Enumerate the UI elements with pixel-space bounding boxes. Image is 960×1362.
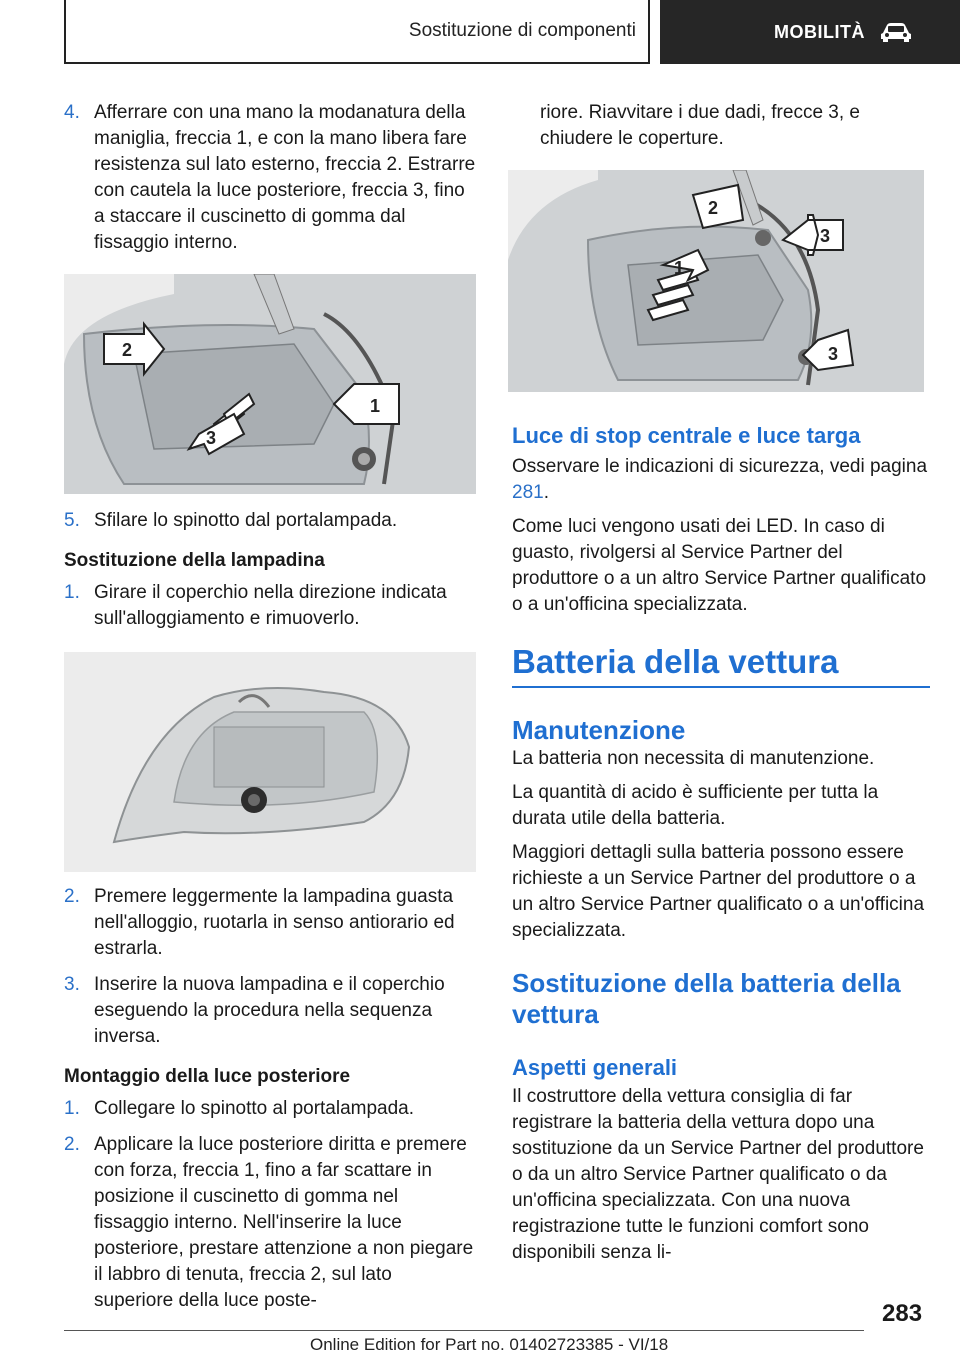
mount-step-2: [64, 1132, 476, 1314]
heading-battery: Batteria della vettura: [512, 643, 839, 680]
step-text: Applicare la luce posteriore diritta e premere con forza, freccia 1, fino a far scattare in posizione il cuscinetto di gomma nel fissaggio interno. Nell'inserire la luce posteriore, prestare attenzione a non piegare il labbro di tenuta, freccia 2, sul lato superiore della luce poste-: [94, 1134, 474, 1311]
bulb-step-1: [64, 580, 476, 632]
header-section-title: Sostituzione di componenti: [408, 20, 636, 41]
maintenance-paragraph-3: Maggiori dettagli sulla batteria possono essere richieste a un Service Partner del produttore o a un altro Service Partner qualificato o a un'officina specializzata.: [512, 842, 925, 941]
bulb-step-2: [64, 884, 476, 962]
heading-battery-replacement: Sostituzione della batteria della vettura: [512, 968, 901, 1029]
step-number: 2.: [64, 886, 80, 907]
step-4: [64, 100, 476, 256]
step-text: Sfilare lo spinotto dal portalampada.: [94, 510, 398, 531]
step-text: Premere leggermente la lampadina guasta nell'alloggio, ruotarla in senso antiorario ed estrarla.: [94, 886, 455, 959]
step-text: Inserire la nuova lampadina e il coperchio eseguendo la procedura nella sequenza inversa.: [94, 974, 445, 1047]
mount-step-1: [64, 1096, 476, 1122]
step-number: 3.: [64, 974, 80, 995]
continued-text: riore. Riavvitare i due dadi, frecce 3, e chiudere le coperture.: [540, 102, 860, 149]
lamp-housing-illustration: [64, 652, 476, 872]
taillight-illustration: [64, 274, 476, 494]
header-chapter-title: MOBILITÀ: [774, 21, 865, 42]
step-text: Afferrare con una mano la modanatura della maniglia, freccia 1, e con la mano libera fare resistenza sul lato esterno, freccia 2. Estrarre con cautela la luce posteriore, freccia 3, fino a staccare il cuscinetto di gomma dal fissaggio interno.: [94, 102, 476, 253]
step-number: 4.: [64, 102, 80, 123]
fig3-label: 1: [674, 258, 685, 278]
stop-light-paragraph-2: Come luci vengono usati dei LED. In caso di guasto, rivolgersi al Service Partner del produttore o a un altro Service Partner qualificato o a un'officina specializzata.: [512, 516, 927, 615]
fig3-label: 3: [828, 344, 839, 364]
heading-general-aspects: Aspetti generali: [512, 1055, 678, 1080]
subheading-bulb-replacement: Sostituzione della lampadina: [64, 550, 325, 571]
page-link[interactable]: 281: [512, 482, 544, 503]
step-5: [64, 508, 476, 534]
header-chapter-box: [660, 0, 960, 64]
fig3-label: 2: [708, 198, 719, 218]
text-segment: Osservare le indicazioni di sicurezza, vedi pagina: [512, 456, 928, 477]
footer-edition: Online Edition for Part no. 01402723385 - VI/18: [310, 1335, 669, 1354]
stop-light-paragraph-1: [512, 454, 930, 506]
fig1-label: 2: [122, 340, 133, 360]
heading-rule: [512, 686, 930, 688]
fig3-label: 3: [820, 226, 831, 246]
right-column: [512, 100, 930, 1266]
fig1-label: 3: [206, 428, 217, 448]
taillight-mounting-illustration: [508, 170, 924, 392]
page-number: 283: [882, 1300, 923, 1327]
header-section-box: [64, 0, 650, 64]
car-icon: [879, 22, 913, 42]
step-text: Collegare lo spinotto al portalampada.: [94, 1098, 415, 1119]
maintenance-paragraph-1: La batteria non necessita di manutenzione.: [512, 748, 875, 769]
step-number: 2.: [64, 1134, 80, 1155]
text-segment: .: [543, 482, 549, 503]
figure-lamp-housing: [64, 652, 476, 872]
step-number: 1.: [64, 582, 80, 603]
left-column: [64, 100, 476, 1314]
step-text: Girare il coperchio nella direzione indicata sull'alloggiamento e rimuoverlo.: [94, 582, 447, 629]
heading-maintenance: Manutenzione: [512, 715, 686, 745]
step-number: 5.: [64, 510, 80, 531]
fig1-label: 1: [370, 396, 381, 416]
figure-taillight-removal: [64, 274, 476, 494]
figure-taillight-mounting: [508, 170, 924, 392]
bulb-step-3: [64, 972, 476, 1050]
footer-rule: [64, 1330, 864, 1331]
general-aspects-paragraph: Il costruttore della vettura consiglia di far registrare la batteria della vettura dopo una sostituzione da un Service Partner del produttore o da un altro Service Partner qualificato o da un'officina specializzata. Con una nuova registrazione tutte le funzioni comfort sono disponibili senza li-: [512, 1086, 924, 1263]
step-number: 1.: [64, 1098, 80, 1119]
subheading-taillight-mounting: Montaggio della luce posteriore: [64, 1066, 351, 1087]
heading-stop-light: Luce di stop centrale e luce targa: [512, 423, 861, 448]
maintenance-paragraph-2: La quantità di acido è sufficiente per tutta la durata utile della batteria.: [512, 782, 879, 829]
